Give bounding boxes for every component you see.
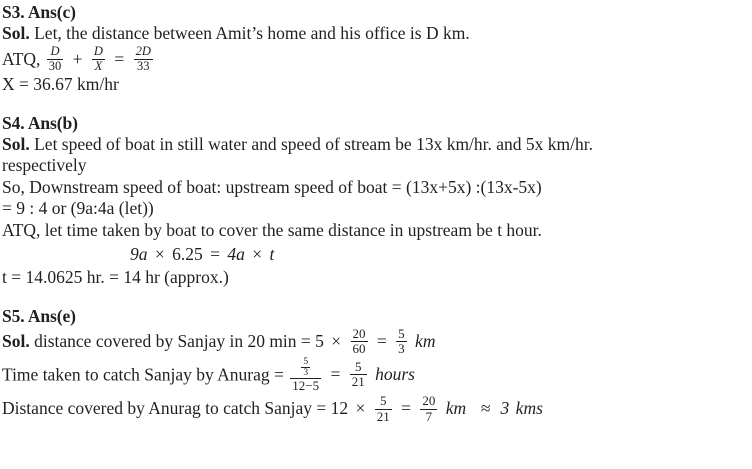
- fraction-denominator: 60: [352, 341, 366, 357]
- s4-line-4: = 9 : 4 or (9a:4a (let)): [2, 198, 154, 219]
- fraction-numerator: 5: [398, 326, 405, 342]
- s5-line-2: [2, 358, 752, 395]
- result-line-s3: X = 36.67 km/hr: [2, 74, 119, 95]
- fraction-denominator: X: [94, 58, 103, 73]
- s5-line-1-text: distance covered by Sanjay in 20 min =: [34, 330, 311, 351]
- s4-line-3: So, Downstream speed of boat: upstream speed of boat = (13x+5x) :(13x-5x): [2, 176, 542, 197]
- approx-value: 3: [500, 398, 510, 419]
- fraction-5-over-21: [350, 360, 367, 389]
- fraction-denominator: 3: [398, 341, 405, 357]
- s5-line-3: [2, 394, 752, 425]
- fraction-numerator: 20: [422, 393, 436, 409]
- fraction-5-over-21: [375, 394, 392, 423]
- solution-section-s4: [2, 113, 752, 289]
- fraction-2d-over-33: [134, 45, 153, 73]
- fraction-denominator: 3: [303, 367, 309, 378]
- equals-operator: =: [376, 330, 387, 351]
- atq-equation-s3: [2, 45, 752, 75]
- section-gap: [2, 289, 752, 306]
- fraction-denominator: 33: [136, 58, 150, 73]
- fraction-numerator: D: [47, 45, 64, 60]
- s4-centered-equation: [2, 241, 752, 267]
- fraction-numerator: 5: [350, 360, 367, 375]
- s5-multiplier: 5: [315, 330, 324, 351]
- equation-right-variable: t: [269, 244, 275, 265]
- sol-text-s3: Let, the distance between Amit’s home and his office is D km.: [34, 23, 470, 43]
- fraction-numerator: 2D: [135, 44, 151, 59]
- fraction-denominator: 21: [351, 374, 365, 390]
- s4-line-7: t = 14.0625 hr. = 14 hr (approx.): [2, 267, 229, 288]
- fraction-denominator: 7: [425, 408, 433, 424]
- section-heading-s3: S3. Ans(c): [2, 2, 76, 22]
- nested-fraction-numerator: [290, 357, 321, 380]
- section-heading-s5: S5. Ans(e): [2, 305, 76, 326]
- equals-operator: =: [114, 48, 125, 69]
- sol-line-s3: [2, 23, 752, 45]
- sol-text-s4: Let speed of boat in still water and speed of stream be 13x km/hr. and 5x km/hr.: [34, 133, 594, 154]
- plus-operator: +: [72, 48, 83, 69]
- s5-line-3-text: Distance covered by Anurag to catch Sanjay =: [2, 398, 327, 419]
- fraction-20-over-60: [351, 327, 368, 356]
- equals-operator: =: [330, 363, 341, 384]
- unit-km: km: [415, 330, 436, 351]
- fraction-numerator: 20: [352, 326, 366, 342]
- fraction-20-over-7: [420, 394, 437, 423]
- atq-label-s3: ATQ,: [2, 48, 41, 69]
- multiply-operator: ×: [331, 330, 342, 351]
- fraction-numerator: D: [93, 44, 103, 59]
- fraction-numerator: 5: [375, 394, 392, 409]
- solution-section-s3: [2, 2, 752, 96]
- s4-line-2: respectively: [2, 155, 87, 176]
- multiply-operator: ×: [154, 244, 165, 265]
- fraction-d-over-x: [92, 45, 105, 73]
- fraction-denominator: 30: [48, 58, 62, 73]
- section-heading-s4: S4. Ans(b): [2, 112, 78, 133]
- sol-label-s5: Sol.: [2, 330, 30, 351]
- unit-kms: kms: [515, 398, 543, 419]
- solution-section-s5: [2, 306, 752, 425]
- s4-line-5: ATQ, let time taken by boat to cover the same distance in upstream be t hour.: [2, 219, 542, 240]
- equation-left-coefficient: 9a: [130, 244, 148, 265]
- sol-label-s3: Sol.: [2, 23, 30, 43]
- fraction-5-over-3: [396, 327, 407, 356]
- section-gap: [2, 96, 752, 113]
- equals-operator: =: [401, 398, 412, 419]
- multiply-operator: ×: [252, 244, 263, 265]
- nested-fraction-five-thirds-over-seven: [290, 357, 321, 394]
- fraction-d-over-30: [47, 45, 64, 73]
- equation-right-coefficient: 4a: [227, 244, 245, 265]
- unit-km: km: [445, 398, 467, 419]
- equals-operator: =: [210, 244, 220, 265]
- nested-fraction-denominator: 12−5: [292, 378, 320, 393]
- approximately-equal-icon: ≈: [480, 398, 491, 419]
- unit-hours: hours: [375, 363, 415, 384]
- s5-line-1: [2, 327, 752, 358]
- fraction-denominator: 21: [376, 408, 390, 424]
- sol-label-s4: Sol.: [2, 133, 30, 154]
- s5-multiplier: 12: [330, 398, 349, 419]
- fraction-5-over-3: [301, 357, 310, 379]
- equation-left-value: 6.25: [172, 244, 203, 265]
- s5-line-2-text: Time taken to catch Sanjay by Anurag =: [2, 363, 284, 384]
- multiply-operator: ×: [355, 398, 366, 419]
- fraction-numerator: 5: [303, 356, 309, 367]
- sol-line-s4: [2, 134, 752, 156]
